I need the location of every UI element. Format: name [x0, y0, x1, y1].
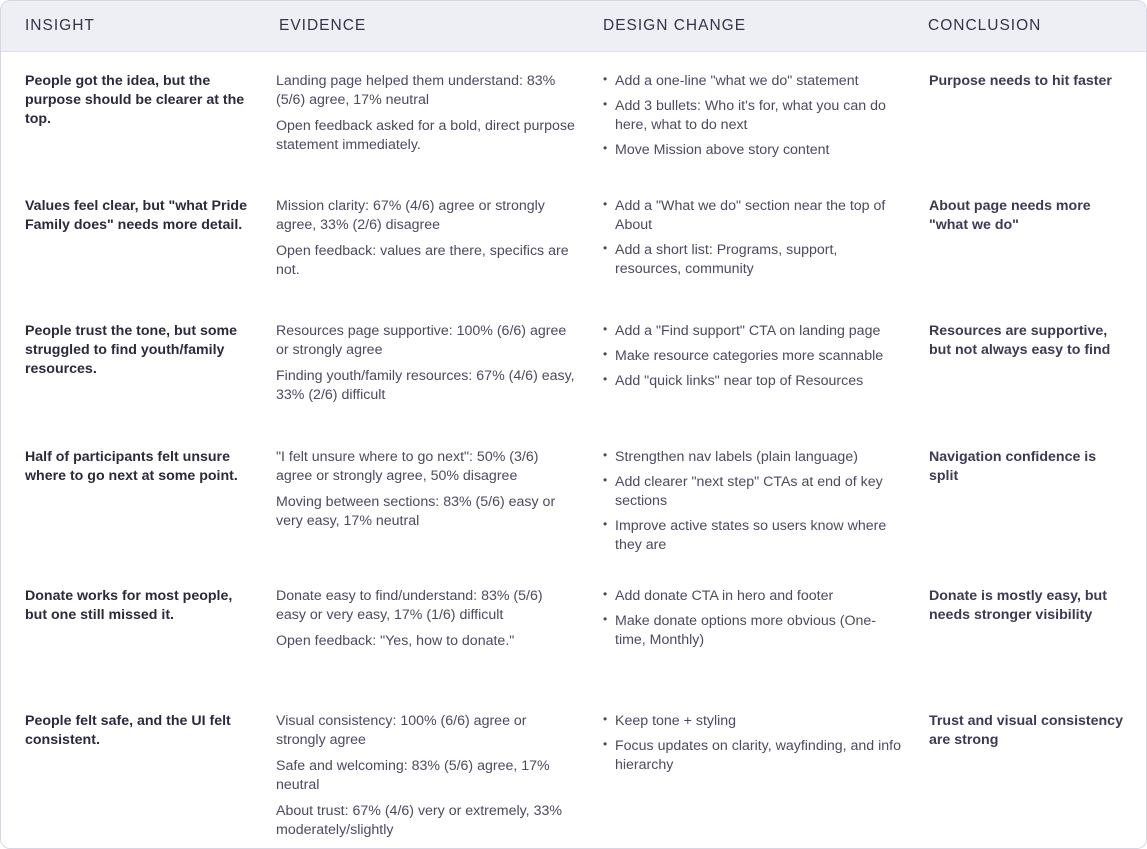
design-change-text: Keep tone + styling: [615, 713, 737, 729]
design-change-cell: [603, 712, 903, 781]
design-change-text: Make donate options more obvious (One-time, Monthly): [615, 613, 877, 648]
evidence-item: Safe and welcoming: 83% (5/6) agree, 17% neutral: [276, 758, 550, 793]
bullet-icon: •: [603, 612, 608, 626]
design-change-cell: [603, 322, 903, 397]
design-change-list: [603, 197, 903, 279]
conclusion-cell: About page needs more "what we do": [929, 198, 1091, 233]
insight-cell: Half of participants felt unsure where to go next at some point.: [25, 449, 238, 484]
design-change-text: Add 3 bullets: Who it's for, what you can do here, what to do next: [615, 98, 886, 133]
design-change-list: [603, 587, 903, 650]
design-change-cell: [603, 72, 903, 166]
design-change-text: Add a one-line "what we do" statement: [615, 73, 859, 89]
evidence-item: About trust: 67% (4/6) very or extremely, 33% moderately/slightly: [276, 803, 562, 838]
bullet-icon: •: [603, 473, 608, 487]
bullet-icon: •: [603, 322, 608, 336]
design-change-text: Add clearer "next step" CTAs at end of key sections: [615, 474, 883, 509]
design-change-text: Add a "What we do" section near the top of About: [615, 198, 886, 233]
table-row: [1, 428, 1146, 568]
insight-cell: People trust the tone, but some struggled to find youth/family resources.: [25, 323, 238, 377]
design-change-text: Improve active states so users know where they are: [615, 518, 887, 553]
evidence-item: Landing page helped them understand: 83% (5/6) agree, 17% neutral: [276, 73, 556, 108]
design-change-list: [603, 322, 903, 391]
conclusion-cell: Donate is mostly easy, but needs stronger visibility: [929, 588, 1107, 623]
header-insight: INSIGHT: [25, 17, 95, 34]
design-change-text: Strengthen nav labels (plain language): [615, 449, 858, 465]
insight-cell: Donate works for most people, but one still missed it.: [25, 588, 233, 623]
design-change-text: Add a short list: Programs, support, resources, community: [615, 242, 838, 277]
design-change-item: [603, 473, 903, 511]
design-change-text: Move Mission above story content: [615, 142, 830, 158]
header-design-change: DESIGN CHANGE: [603, 17, 747, 34]
design-change-item: [603, 712, 903, 731]
design-change-item: [603, 197, 903, 235]
design-change-cell: [603, 587, 903, 656]
bullet-icon: •: [603, 141, 608, 155]
insight-cell: Values feel clear, but "what Pride Family does" needs more detail.: [25, 198, 247, 233]
design-change-item: [603, 347, 903, 366]
design-change-item: [603, 97, 903, 135]
evidence-item: "I felt unsure where to go next": 50% (3/6) agree or strongly agree, 50% disagree: [276, 449, 539, 484]
bullet-icon: •: [603, 372, 608, 386]
evidence-cell: [276, 322, 576, 412]
evidence-item: Resources page supportive: 100% (6/6) agree or strongly agree: [276, 323, 567, 358]
design-change-item: [603, 737, 903, 775]
bullet-icon: •: [603, 347, 608, 361]
evidence-item: Open feedback: values are there, specifics are not.: [276, 243, 569, 278]
evidence-cell: [276, 197, 576, 287]
design-change-item: [603, 612, 903, 650]
evidence-cell: [276, 587, 576, 658]
insight-cell: People got the idea, but the purpose should be clearer at the top.: [25, 73, 245, 127]
design-change-item: [603, 141, 903, 160]
design-change-item: [603, 322, 903, 341]
evidence-item: Open feedback: "Yes, how to donate.": [276, 633, 515, 649]
evidence-item: Donate easy to find/understand: 83% (5/6) easy or very easy, 17% (1/6) difficult: [276, 588, 543, 623]
design-change-item: [603, 587, 903, 606]
bullet-icon: •: [603, 737, 608, 751]
evidence-item: Moving between sections: 83% (5/6) easy or very easy, 17% neutral: [276, 494, 556, 529]
evidence-item: Visual consistency: 100% (6/6) agree or strongly agree: [276, 713, 527, 748]
table-header: [1, 1, 1146, 52]
design-change-item: [603, 372, 903, 391]
design-change-cell: [603, 197, 903, 285]
design-change-list: [603, 448, 903, 555]
bullet-icon: •: [603, 448, 608, 462]
conclusion-cell: Resources are supportive, but not always easy to find: [929, 323, 1111, 358]
conclusion-cell: Trust and visual consistency are strong: [929, 713, 1123, 748]
design-change-text: Add "quick links" near top of Resources: [615, 373, 864, 389]
design-change-item: [603, 517, 903, 555]
conclusion-cell: Navigation confidence is split: [929, 449, 1097, 484]
bullet-icon: •: [603, 97, 608, 111]
design-change-list: [603, 712, 903, 775]
table-row: [1, 302, 1146, 429]
header-conclusion: CONCLUSION: [928, 17, 1042, 34]
evidence-cell: [276, 712, 576, 847]
design-change-cell: [603, 448, 903, 561]
evidence-cell: [276, 448, 576, 538]
evidence-cell: [276, 72, 576, 162]
bullet-icon: •: [603, 517, 608, 531]
insight-cell: People felt safe, and the UI felt consistent.: [25, 713, 231, 748]
bullet-icon: •: [603, 712, 608, 726]
evidence-item: Finding youth/family resources: 67% (4/6) easy, 33% (2/6) difficult: [276, 368, 575, 403]
header-evidence: EVIDENCE: [279, 17, 367, 34]
bullet-icon: •: [603, 72, 608, 86]
design-change-item: [603, 241, 903, 279]
evidence-item: Open feedback asked for a bold, direct purpose statement immediately.: [276, 118, 575, 153]
bullet-icon: •: [603, 241, 608, 255]
bullet-icon: •: [603, 587, 608, 601]
design-change-text: Add donate CTA in hero and footer: [615, 588, 834, 604]
table-row: [1, 177, 1146, 303]
design-change-item: [603, 72, 903, 91]
bullet-icon: •: [603, 197, 608, 211]
design-change-text: Focus updates on clarity, wayfinding, and info hierarchy: [615, 738, 902, 773]
design-change-item: [603, 448, 903, 467]
table-row: [1, 567, 1146, 693]
table-row: [1, 692, 1146, 849]
evidence-item: Mission clarity: 67% (4/6) agree or strongly agree, 33% (2/6) disagree: [276, 198, 545, 233]
design-change-list: [603, 72, 903, 160]
design-change-text: Make resource categories more scannable: [615, 348, 884, 364]
conclusion-cell: Purpose needs to hit faster: [929, 73, 1112, 89]
design-change-text: Add a "Find support" CTA on landing page: [615, 323, 881, 339]
table-row: [1, 52, 1146, 178]
